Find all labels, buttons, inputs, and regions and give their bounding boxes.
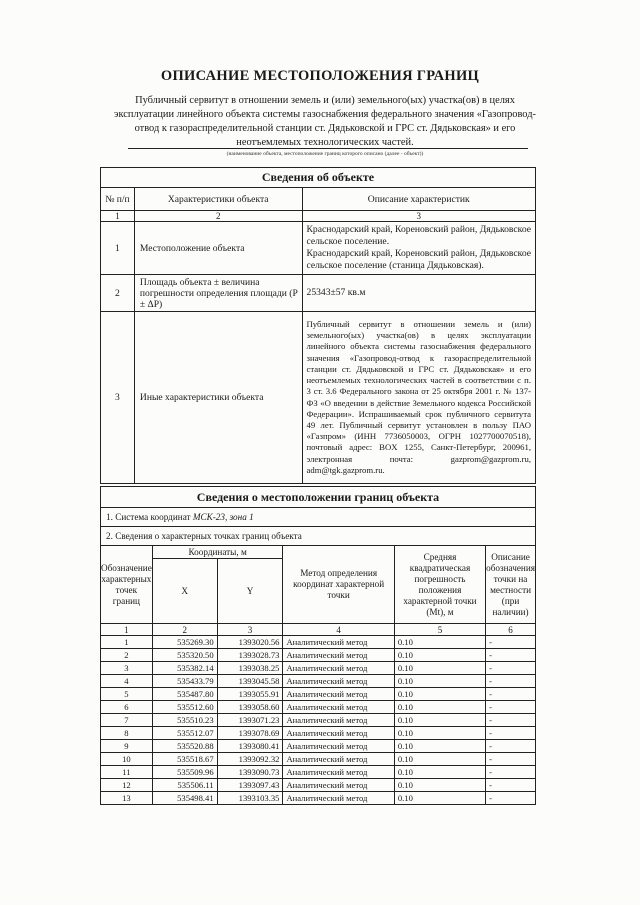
accuracy: 0.10: [394, 714, 485, 727]
col-header-method: Метод определения координат характерной точки: [283, 546, 394, 624]
object-name: Публичный сервитут в отношении земель и (или) земельного(ых) участка(ов) в целях эксплуатации линейного объекта системы газоснабжения федерального значения «Газопровод-отвод к газораспределительной станции ст. Дядьковской и ГРС ст. Дядьковская» и его неотъемлемых технологических частей.: [114, 95, 536, 148]
method: Аналитический метод: [283, 649, 394, 662]
accuracy: 0.10: [394, 701, 485, 714]
coord-x: 535320.50: [152, 649, 217, 662]
coord-x: 535520.88: [152, 740, 217, 753]
coord-x: 535487.80: [152, 688, 217, 701]
col-header-point: Обозначение характерных точек границ: [101, 546, 153, 624]
table-row: [101, 714, 536, 727]
col-number: 1: [101, 624, 153, 636]
col-number: 6: [486, 624, 536, 636]
point-description: -: [486, 766, 536, 779]
table-row: [101, 727, 536, 740]
object-info-header: Сведения об объекте: [101, 168, 536, 188]
method: Аналитический метод: [283, 792, 394, 805]
table-row: [101, 740, 536, 753]
col-header-num: № п/п: [101, 188, 135, 211]
method: Аналитический метод: [283, 675, 394, 688]
accuracy: 0.10: [394, 636, 485, 649]
point-id: 2: [101, 649, 153, 662]
accuracy: 0.10: [394, 649, 485, 662]
coord-y: 1393090.73: [217, 766, 283, 779]
table-row: [101, 688, 536, 701]
col-header-char: Характеристики объекта: [134, 188, 302, 211]
point-description: -: [486, 675, 536, 688]
table-row: [101, 662, 536, 675]
col-number: 1: [101, 211, 135, 222]
method: Аналитический метод: [283, 714, 394, 727]
method: Аналитический метод: [283, 779, 394, 792]
table-row: [101, 675, 536, 688]
col-number: 5: [394, 624, 485, 636]
coord-x: 535506.11: [152, 779, 217, 792]
point-description: -: [486, 714, 536, 727]
coord-x: 535512.07: [152, 727, 217, 740]
col-number: 3: [302, 211, 535, 222]
location-header: Сведения о местоположении границ объекта: [101, 487, 536, 508]
coord-y: 1393045.58: [217, 675, 283, 688]
accuracy: 0.10: [394, 779, 485, 792]
method: Аналитический метод: [283, 753, 394, 766]
location-line: Краснодарский край, Кореновский район, Дядьковское сельское поселение (станица Дядьковская).: [306, 248, 531, 271]
coord-y: 1393080.41: [217, 740, 283, 753]
coord-y: 1393055.91: [217, 688, 283, 701]
point-id: 1: [101, 636, 153, 649]
coord-x: 535498.41: [152, 792, 217, 805]
point-id: 8: [101, 727, 153, 740]
method: Аналитический метод: [283, 740, 394, 753]
characteristic-value: 25343±57 кв.м: [302, 275, 535, 312]
point-description: -: [486, 662, 536, 675]
coord-x: 535382.14: [152, 662, 217, 675]
point-description: -: [486, 727, 536, 740]
point-id: 10: [101, 753, 153, 766]
coord-y: 1393092.32: [217, 753, 283, 766]
coord-x: 535512.60: [152, 701, 217, 714]
coord-x: 535433.79: [152, 675, 217, 688]
col-number: 2: [134, 211, 302, 222]
table-row: [101, 766, 536, 779]
method: Аналитический метод: [283, 766, 394, 779]
table-row: [101, 701, 536, 714]
point-id: 9: [101, 740, 153, 753]
coord-x: 535509.96: [152, 766, 217, 779]
point-description: -: [486, 779, 536, 792]
point-description: -: [486, 753, 536, 766]
coord-y: 1393058.60: [217, 701, 283, 714]
coord-y: 1393078.69: [217, 727, 283, 740]
row-number: 2: [101, 275, 135, 312]
characteristic-value: Публичный сервитут в отношении земель и (или) земельного(ых) участка(ов) в целях эксплуатации линейного объекта системы газоснабжения федерального значения «Газопровод-отвод к газораспределительной станции ст. Дядьковской и ГРС ст. Дядьковская» и его неотъемлемых технологических частей в соответствии с п. 3 ст. 3.6 Федерального закона от 25 октября 2001 г. № 137-ФЗ «О введении в действие Земельного кодекса Российской Федерации». Испрашиваемый срок публичного сервитута 49 лет. Публичный сервитут установлен в пользу ПАО «Газпром» (ИНН 7736050003, ОГРН 1027700070518), почтовый адрес: BOX 1255, Санкт-Петербург, 200961, электронная почта: gazprom@gazprom.ru, adm@tgk.gazprom.ru.: [302, 312, 535, 484]
coord-y: 1393097.43: [217, 779, 283, 792]
col-number: 3: [217, 624, 283, 636]
coordinate-system-value: МСК-23, зона 1: [192, 512, 254, 522]
table-row: [101, 636, 536, 649]
table-row: [101, 649, 536, 662]
table-row: [101, 792, 536, 805]
col-header-y: Y: [217, 559, 283, 624]
coordinate-system: [101, 508, 536, 527]
table-row: [101, 753, 536, 766]
point-description: -: [486, 792, 536, 805]
coord-y: 1393038.25: [217, 662, 283, 675]
coord-y: 1393071.23: [217, 714, 283, 727]
col-header-coords: Координаты, м: [152, 546, 283, 559]
accuracy: 0.10: [394, 688, 485, 701]
point-description: -: [486, 740, 536, 753]
location-line: Краснодарский край, Кореновский район, Дядьковское сельское поселение.: [306, 224, 531, 247]
col-header-error: Средняя квадратическая погрешность положения характерной точки (Mt), м: [394, 546, 485, 624]
accuracy: 0.10: [394, 727, 485, 740]
point-id: 13: [101, 792, 153, 805]
point-description: -: [486, 701, 536, 714]
point-id: 4: [101, 675, 153, 688]
object-name-caption: (наименование объекта, местоположение границ которого описано (далее - объект)): [226, 151, 424, 157]
point-rows: [101, 636, 536, 805]
coordinate-system-label: 1. Система координат: [106, 512, 193, 522]
accuracy: 0.10: [394, 753, 485, 766]
document-title: ОПИСАНИЕ МЕСТОПОЛОЖЕНИЯ ГРАНИЦ: [160, 68, 480, 84]
point-description: -: [486, 636, 536, 649]
point-id: 11: [101, 766, 153, 779]
col-number: 4: [283, 624, 394, 636]
underline: [128, 148, 528, 149]
method: Аналитический метод: [283, 688, 394, 701]
coord-y: 1393020.56: [217, 636, 283, 649]
point-id: 12: [101, 779, 153, 792]
coord-x: 535518.67: [152, 753, 217, 766]
method: Аналитический метод: [283, 701, 394, 714]
coord-y: 1393103.35: [217, 792, 283, 805]
method: Аналитический метод: [283, 727, 394, 740]
col-number: 2: [152, 624, 217, 636]
object-info-table: [100, 167, 536, 484]
method: Аналитический метод: [283, 636, 394, 649]
point-id: 3: [101, 662, 153, 675]
table-row: [101, 779, 536, 792]
characteristic-value: [302, 222, 535, 275]
coord-y: 1393028.73: [217, 649, 283, 662]
characteristic-label: Иные характеристики объекта: [134, 312, 302, 484]
accuracy: 0.10: [394, 740, 485, 753]
method: Аналитический метод: [283, 662, 394, 675]
characteristic-label: Площадь объекта ± величина погрешности определения площади (P ± ΔP): [134, 275, 302, 312]
boundary-table: [100, 486, 536, 805]
col-header-x: X: [152, 559, 217, 624]
point-id: 5: [101, 688, 153, 701]
col-header-description: Описание обозначения точки на местности (при наличии): [486, 546, 536, 624]
row-number: 1: [101, 222, 135, 275]
col-header-desc: Описание характеристик: [302, 188, 535, 211]
accuracy: 0.10: [394, 675, 485, 688]
point-description: -: [486, 649, 536, 662]
point-id: 7: [101, 714, 153, 727]
points-section-title: 2. Сведения о характерных точках границ объекта: [101, 527, 536, 546]
characteristic-label: Местоположение объекта: [134, 222, 302, 275]
coord-x: 535269.30: [152, 636, 217, 649]
accuracy: 0.10: [394, 662, 485, 675]
row-number: 3: [101, 312, 135, 484]
point-id: 6: [101, 701, 153, 714]
accuracy: 0.10: [394, 766, 485, 779]
point-description: -: [486, 688, 536, 701]
accuracy: 0.10: [394, 792, 485, 805]
coord-x: 535510.23: [152, 714, 217, 727]
